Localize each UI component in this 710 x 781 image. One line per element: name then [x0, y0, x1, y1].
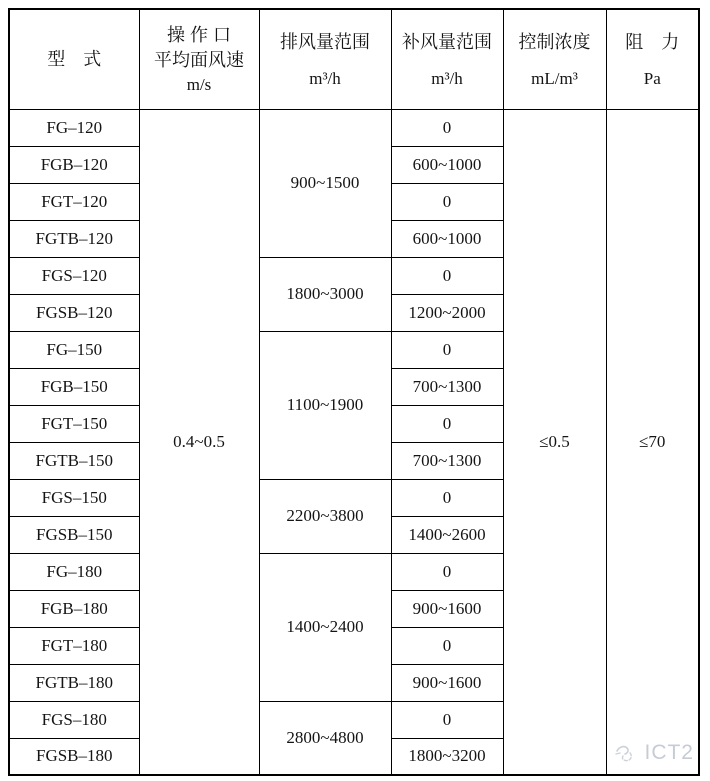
model-cell: FGSB–120 — [9, 294, 139, 331]
model-cell: FGT–180 — [9, 627, 139, 664]
model-cell: FGTB–150 — [9, 442, 139, 479]
header-concentration-unit: mL/m³ — [531, 68, 578, 88]
makeup-cell: 0 — [391, 109, 503, 146]
table-row — [9, 109, 699, 146]
makeup-cell: 600~1000 — [391, 146, 503, 183]
exhaust-range-cell: 1800~3000 — [259, 257, 391, 331]
makeup-cell: 1200~2000 — [391, 294, 503, 331]
model-cell: FGT–150 — [9, 405, 139, 442]
model-cell: FGB–180 — [9, 590, 139, 627]
model-cell: FGB–120 — [9, 146, 139, 183]
exhaust-range-cell: 900~1500 — [259, 109, 391, 257]
header-exhaust-range — [259, 9, 391, 109]
header-resistance — [606, 9, 699, 109]
header-face-velocity-line1: 操 作 口 — [166, 25, 231, 46]
makeup-cell: 700~1300 — [391, 442, 503, 479]
model-cell: FGB–150 — [9, 368, 139, 405]
model-cell: FGSB–180 — [9, 738, 139, 775]
model-cell: FGT–120 — [9, 183, 139, 220]
makeup-cell: 0 — [391, 701, 503, 738]
header-face-velocity — [139, 9, 259, 109]
makeup-cell: 0 — [391, 257, 503, 294]
makeup-cell: 0 — [391, 405, 503, 442]
header-makeup-unit: m³/h — [431, 68, 463, 88]
model-cell: FGTB–120 — [9, 220, 139, 257]
model-cell: FG–180 — [9, 553, 139, 590]
makeup-cell: 600~1000 — [391, 220, 503, 257]
makeup-cell: 1400~2600 — [391, 516, 503, 553]
makeup-cell: 700~1300 — [391, 368, 503, 405]
model-cell: FG–120 — [9, 109, 139, 146]
header-exhaust-unit: m³/h — [309, 68, 341, 88]
exhaust-range-cell: 1400~2400 — [259, 553, 391, 701]
makeup-cell: 900~1600 — [391, 664, 503, 701]
exhaust-range-cell: 2800~4800 — [259, 701, 391, 775]
header-resistance-label: 阻 力 — [625, 31, 680, 52]
makeup-cell: 1800~3200 — [391, 738, 503, 775]
makeup-cell: 0 — [391, 331, 503, 368]
exhaust-range-cell: 1100~1900 — [259, 331, 391, 479]
header-model-label: 型 式 — [47, 48, 102, 69]
header-exhaust-label: 排风量范围 — [280, 31, 370, 52]
resistance-cell: ≤70 — [606, 109, 699, 775]
header-face-velocity-unit: m/s — [186, 75, 212, 95]
header-control-concentration — [503, 9, 606, 109]
model-cell: FGS–150 — [9, 479, 139, 516]
model-cell: FG–150 — [9, 331, 139, 368]
model-cell: FGS–120 — [9, 257, 139, 294]
makeup-cell: 0 — [391, 479, 503, 516]
header-model — [9, 9, 139, 109]
makeup-cell: 0 — [391, 553, 503, 590]
exhaust-range-cell: 2200~3800 — [259, 479, 391, 553]
header-makeup-label: 补风量范围 — [402, 31, 492, 52]
watermark-text: ICT2 — [644, 741, 694, 764]
fume-hood-spec-table — [8, 8, 700, 776]
makeup-cell: 900~1600 — [391, 590, 503, 627]
header-resistance-unit: Pa — [643, 68, 661, 88]
model-cell: FGTB–180 — [9, 664, 139, 701]
face-velocity-cell: 0.4~0.5 — [139, 109, 259, 775]
makeup-cell: 0 — [391, 627, 503, 664]
control-concentration-cell: ≤0.5 — [503, 109, 606, 775]
model-cell: FGSB–150 — [9, 516, 139, 553]
header-concentration-label: 控制浓度 — [518, 31, 591, 52]
header-makeup-range — [391, 9, 503, 109]
header-face-velocity-line2: 平均面风速 — [154, 50, 244, 71]
makeup-cell: 0 — [391, 183, 503, 220]
model-cell: FGS–180 — [9, 701, 139, 738]
header-row — [9, 9, 699, 109]
